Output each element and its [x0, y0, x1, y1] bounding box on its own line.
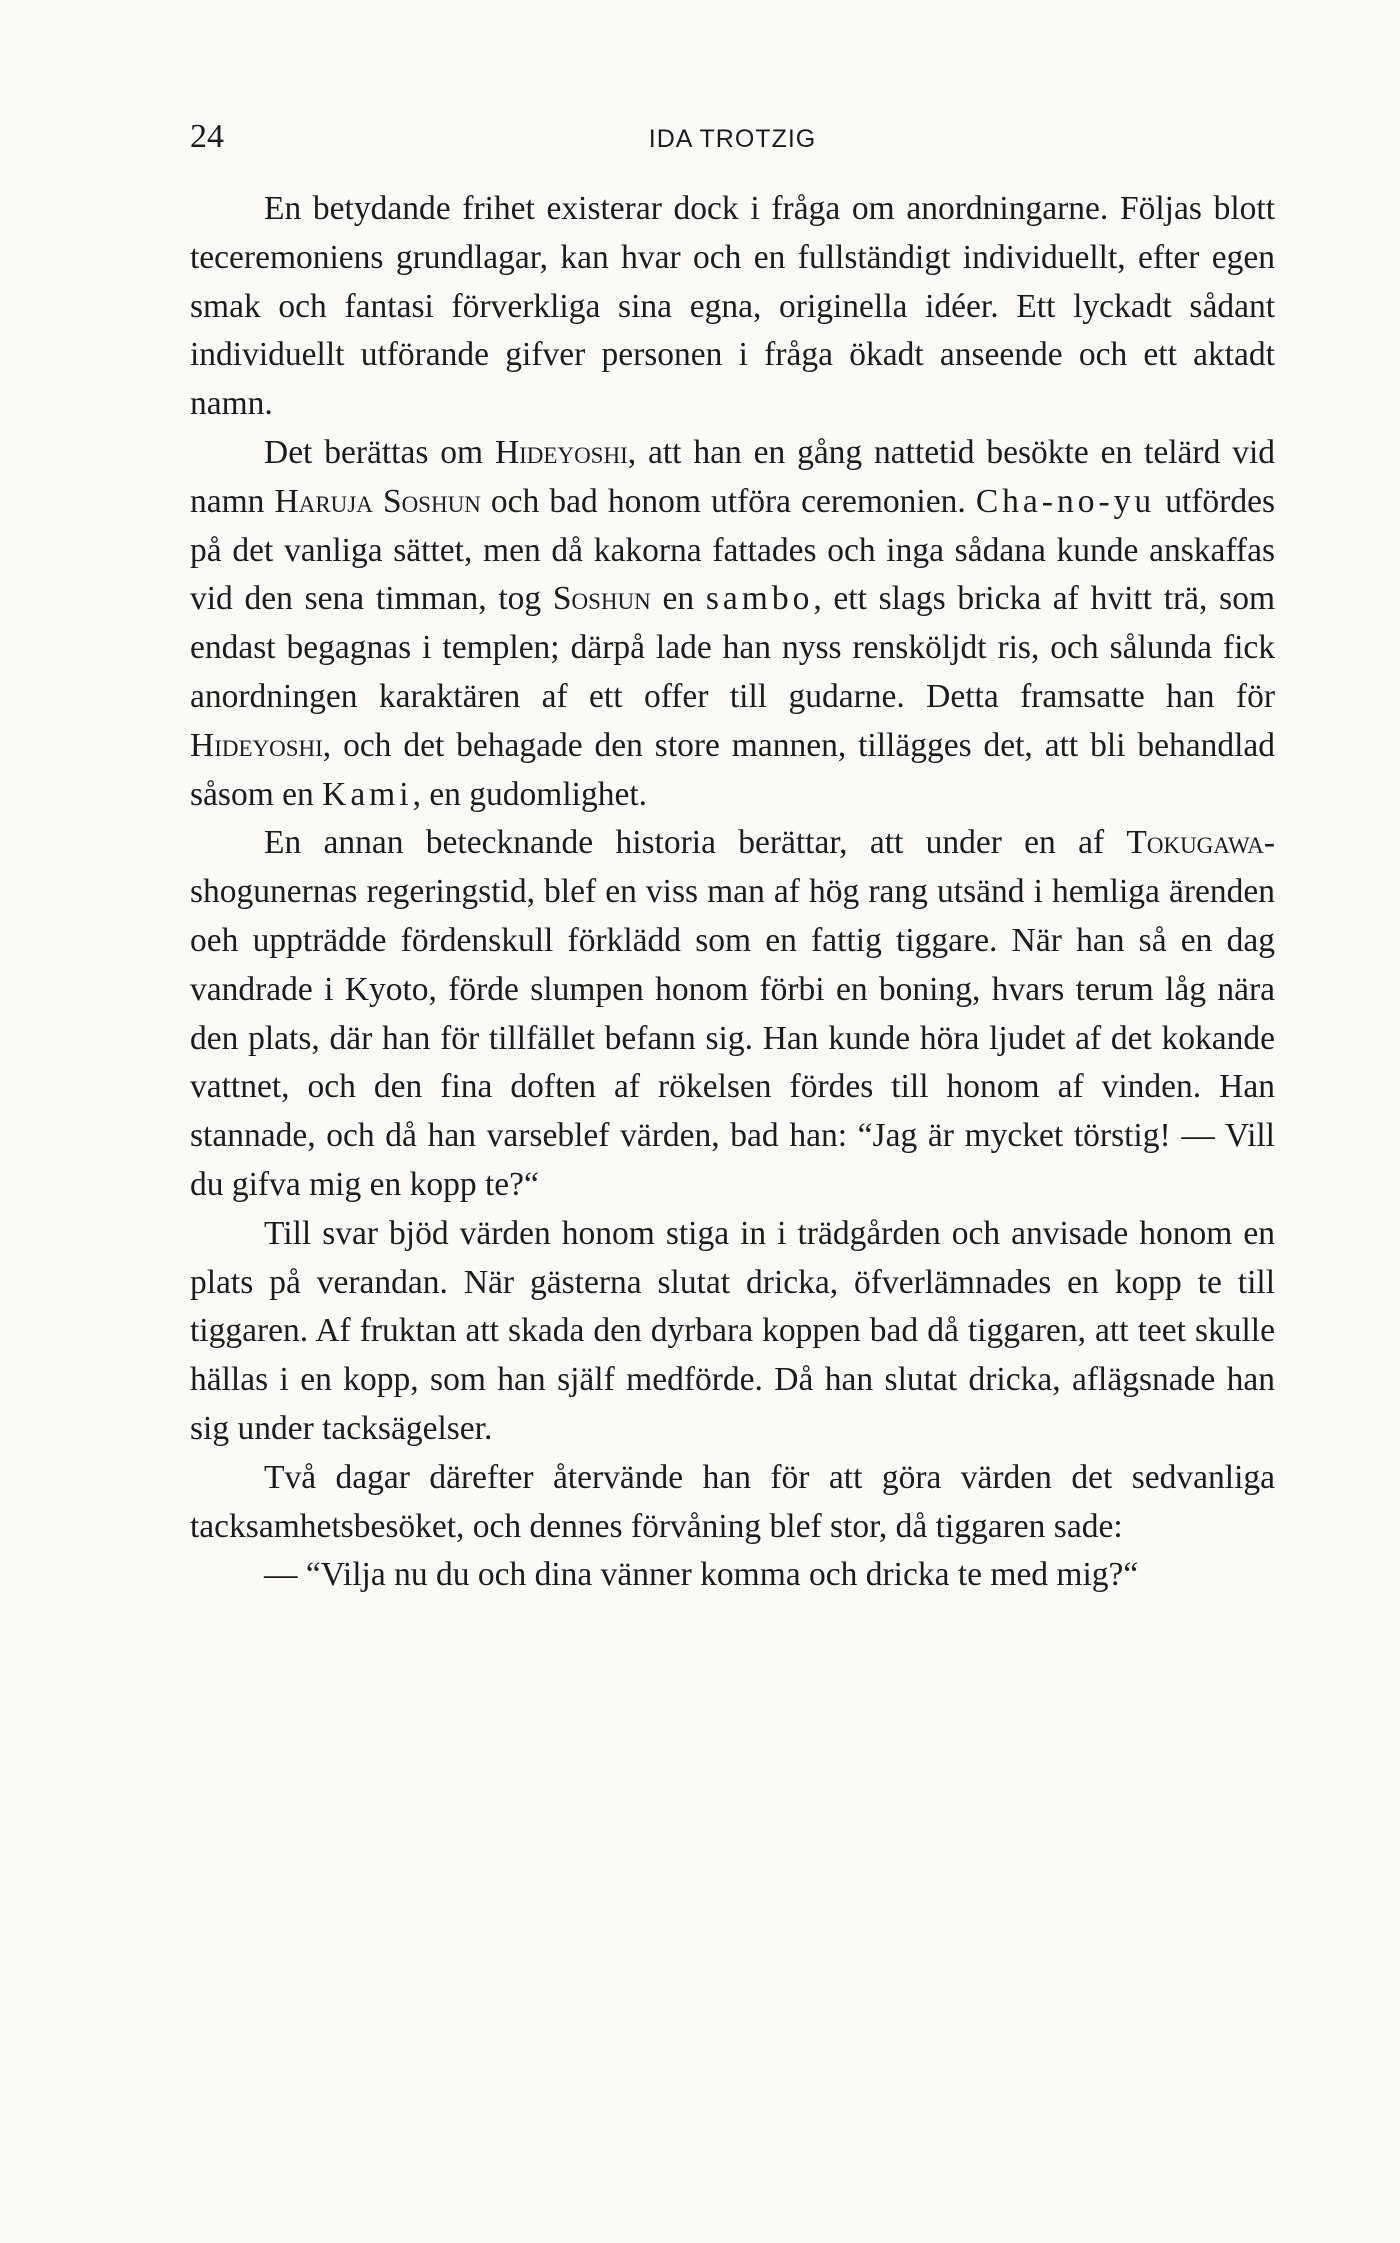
spaced-term: Kami — [322, 775, 413, 813]
text-run: -shogunernas regeringstid, blef en viss man af hög rang utsänd i hemliga ärenden oeh uppträdde fördenskull förklädd som en fattig tiggare. När han så en dag vandrade i Kyoto, förde slumpen honom förbi en boning, hvars terum låg nära den plats, där han för tillfället befann sig. Han kunde höra ljudet af det kokande vattnet, och den fina doften af rökelsen fördes till honom af vinden. Han stannade, och då han varseblef värden, bad han: “Jag är mycket törstig! — Vill du gifva mig en kopp te?“ — [190, 824, 1275, 1203]
paragraph: En betydande frihet existerar dock i fråga om anordningarne. Följas blott teceremoniens grundlagar, kan hvar och en fullständigt individuellt, efter egen smak och fantasi förverkliga sina egna, originella idéer. Ett lyckadt sådant individuellt utförande gifver personen i fråga ökadt anseende och ett aktadt namn. — [190, 190, 1275, 423]
person-name: Haruja Soshun — [274, 482, 481, 520]
person-name: Hideyoshi — [494, 433, 628, 471]
text-run: , att han en gång nattetid besökte en telärd vid namn — [190, 433, 1276, 520]
paragraph — [190, 819, 1275, 1209]
running-head: IDA TROTZIG — [648, 125, 817, 153]
page-number: 24 — [190, 118, 224, 155]
text-run: och bad honom utföra ceremonien. — [480, 482, 976, 520]
page-header — [190, 112, 1275, 162]
person-name: Tokugawa — [1126, 824, 1264, 862]
text-run: Det berättas om — [264, 433, 495, 471]
text-run: utfördes på det vanliga sättet, men då kakorna fattades och inga sådana kunde anskaffas vid den sena timman, tog — [190, 482, 1275, 618]
paragraph — [190, 429, 1275, 819]
paragraph: Två dagar därefter återvände han för att göra värden det sedvanliga tacksamhetsbesöket, och dennes förvåning blef stor, då tiggaren sade: — [190, 1458, 1275, 1545]
person-name: Soshun — [552, 580, 651, 618]
text-run: en — [650, 580, 706, 618]
person-name: Hideyoshi — [190, 726, 323, 764]
paragraph: — “Vilja nu du och dina vänner komma och dricka te med mig?“ — [264, 1556, 1139, 1594]
text-body — [190, 185, 1275, 1600]
paragraph: Till svar bjöd värden honom stiga in i trädgården och anvisade honom en plats på verandan. När gästerna slutat dricka, öfverlämnades en kopp te till tiggaren. Af fruktan att skada den dyrbara koppen bad då tiggaren, att teet skulle hällas i en kopp, som han själf medförde. Då han slutat dricka, aflägsnade han sig under tacksägelser. — [190, 1214, 1275, 1447]
spaced-term: sambo — [705, 580, 814, 618]
text-run: En annan betecknande historia berättar, att under en af — [264, 824, 1127, 862]
spaced-term: Cha-no-yu — [975, 482, 1156, 520]
text-run: , en gudomlighet. — [412, 775, 648, 813]
text-run: , ett slags bricka af hvitt trä, som endast begagnas i templen; därpå lade han nyss rensköljdt ris, och sålunda fick anordningen karaktären af ett offer till gudarne. Detta framsatte han för — [190, 580, 1276, 715]
text-run: , och det behagade den store mannen, tillägges det, att bli behandlad såsom en — [190, 726, 1275, 813]
